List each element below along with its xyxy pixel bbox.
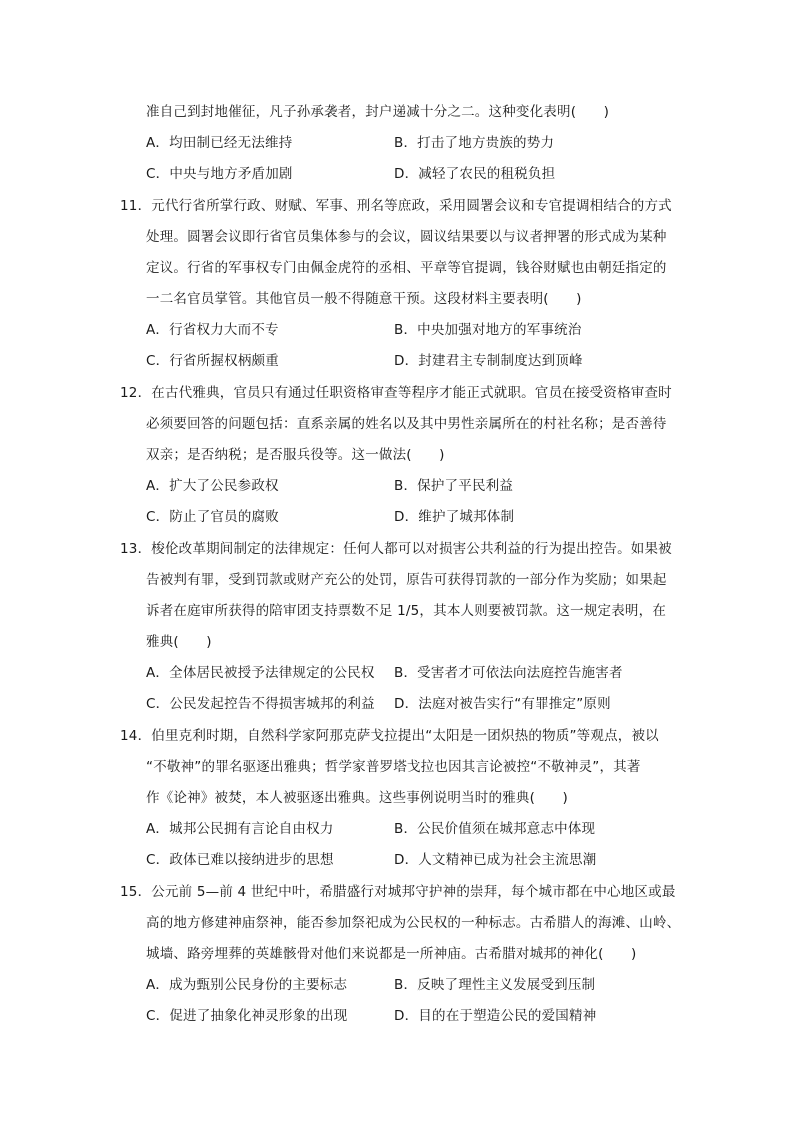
q10-option-a[interactable]: A．均田制已经无法维持 <box>146 135 293 151</box>
q11-stem-line-2: 处理。圆署会议即行省官员集体参与的会议，圆议结果要以与议者押署的形式成为某种 <box>146 229 667 245</box>
q11-stem-line-4: 一二名官员掌管。其他官员一般不得随意干预。这段材料主要表明( ) <box>146 291 582 307</box>
q11-stem-line-1: 11．元代行省所掌行政、财赋、军事、刑名等庶政，采用圆署会议和专官提调相结合的方式 <box>120 198 672 214</box>
q12-option-d[interactable]: D．维护了城邦体制 <box>394 509 515 525</box>
q10-option-c[interactable]: C．中央与地方矛盾加剧 <box>146 166 293 182</box>
q11-option-d[interactable]: D．封建君主专制制度达到顶峰 <box>394 353 583 369</box>
q12-option-b[interactable]: B．保护了平民利益 <box>394 478 514 494</box>
q10-option-b[interactable]: B．打击了地方贵族的势力 <box>394 135 555 151</box>
q14-stem-line-1: 14．伯里克利时期，自然科学家阿那克萨戈拉提出“太阳是一团炽热的物质”等观点，被以 <box>120 728 659 744</box>
q12-option-a[interactable]: A．扩大了公民参政权 <box>146 478 279 494</box>
q15-option-b[interactable]: B．反映了理性主义发展受到压制 <box>394 977 596 993</box>
q14-option-d[interactable]: D．人文精神已成为社会主流思潮 <box>394 852 597 868</box>
q13-option-a[interactable]: A．全体居民被授予法律规定的公民权 <box>146 665 375 681</box>
q12-stem-line-3: 双亲；是否纳税；是否服兵役等。这一做法( ) <box>146 447 445 463</box>
q15-stem-line-1: 15．公元前 5—前 4 世纪中叶，希腊盛行对城邦守护神的崇拜，每个城市都在中心地区或最 <box>120 884 676 900</box>
q13-option-d[interactable]: D．法庭对被告实行“有罪推定”原则 <box>394 696 611 712</box>
q13-option-b[interactable]: B．受害者才可依法向法庭控告施害者 <box>394 665 623 681</box>
q13-option-c[interactable]: C．公民发起控告不得损害城邦的利益 <box>146 696 375 712</box>
q13-stem-line-4: 雅典( ) <box>146 634 212 650</box>
q14-stem-line-3: 作《论神》被焚，本人被驱逐出雅典。这些事例说明当时的雅典( ) <box>146 790 568 806</box>
q14-option-c[interactable]: C．政体已难以接纳进步的思想 <box>146 852 334 868</box>
q15-stem-line-2: 高的地方修建神庙祭神，能否参加祭祀成为公民权的一种标志。古希腊人的海滩、山岭、 <box>146 915 681 931</box>
q15-option-a[interactable]: A．成为甄别公民身份的主要标志 <box>146 977 348 993</box>
q12-stem-line-1: 12．在古代雅典，官员只有通过任职资格审查等程序才能正式就职。官员在接受资格审查时 <box>120 385 672 401</box>
q15-option-d[interactable]: D．目的在于塑造公民的爱国精神 <box>394 1008 597 1024</box>
q14-option-b[interactable]: B．公民价值须在城邦意志中体现 <box>394 821 596 837</box>
q10-option-d[interactable]: D．减轻了农民的租税负担 <box>394 166 556 182</box>
q11-option-a[interactable]: A．行省权力大而不专 <box>146 322 279 338</box>
q12-stem-line-2: 必须要回答的问题包括：直系亲属的姓名以及其中男性亲属所在的村社名称；是否善待 <box>146 416 667 432</box>
q13-stem-line-3: 诉者在庭审所获得的陪审团支持票数不足 1/5，其本人则要被罚款。这一规定表明，在 <box>146 603 667 619</box>
q12-option-c[interactable]: C．防止了官员的腐败 <box>146 509 279 525</box>
q11-option-c[interactable]: C．行省所握权柄颇重 <box>146 353 279 369</box>
q15-option-c[interactable]: C．促进了抽象化神灵形象的出现 <box>146 1008 348 1024</box>
q14-stem-line-2: “不敬神”的罪名驱逐出雅典；哲学家普罗塔戈拉也因其言论被控“不敬神灵”，其著 <box>146 759 641 775</box>
q11-stem-line-3: 定议。行省的军事权专门由佩金虎符的丞相、平章等官提调，钱谷财赋也由朝廷指定的 <box>146 260 667 276</box>
q13-stem-line-1: 13．梭伦改革期间制定的法律规定：任何人都可以对损害公共利益的行为提出控告。如果被 <box>120 541 672 557</box>
q14-option-a[interactable]: A．城邦公民拥有言论自由权力 <box>146 821 334 837</box>
q13-stem-line-2: 告被判有罪，受到罚款或财产充公的处罚，原告可获得罚款的一部分作为奖励；如果起 <box>146 572 667 588</box>
q15-stem-line-3: 城墙、路旁埋葬的英雄骸骨对他们来说都是一所神庙。古希腊对城邦的神化( ) <box>146 946 637 962</box>
q11-option-b[interactable]: B．中央加强对地方的军事统治 <box>394 322 582 338</box>
q10-stem-tail: 准自己到封地催征，凡子孙承袭者，封户递减十分之二。这种变化表明( ) <box>146 104 610 120</box>
